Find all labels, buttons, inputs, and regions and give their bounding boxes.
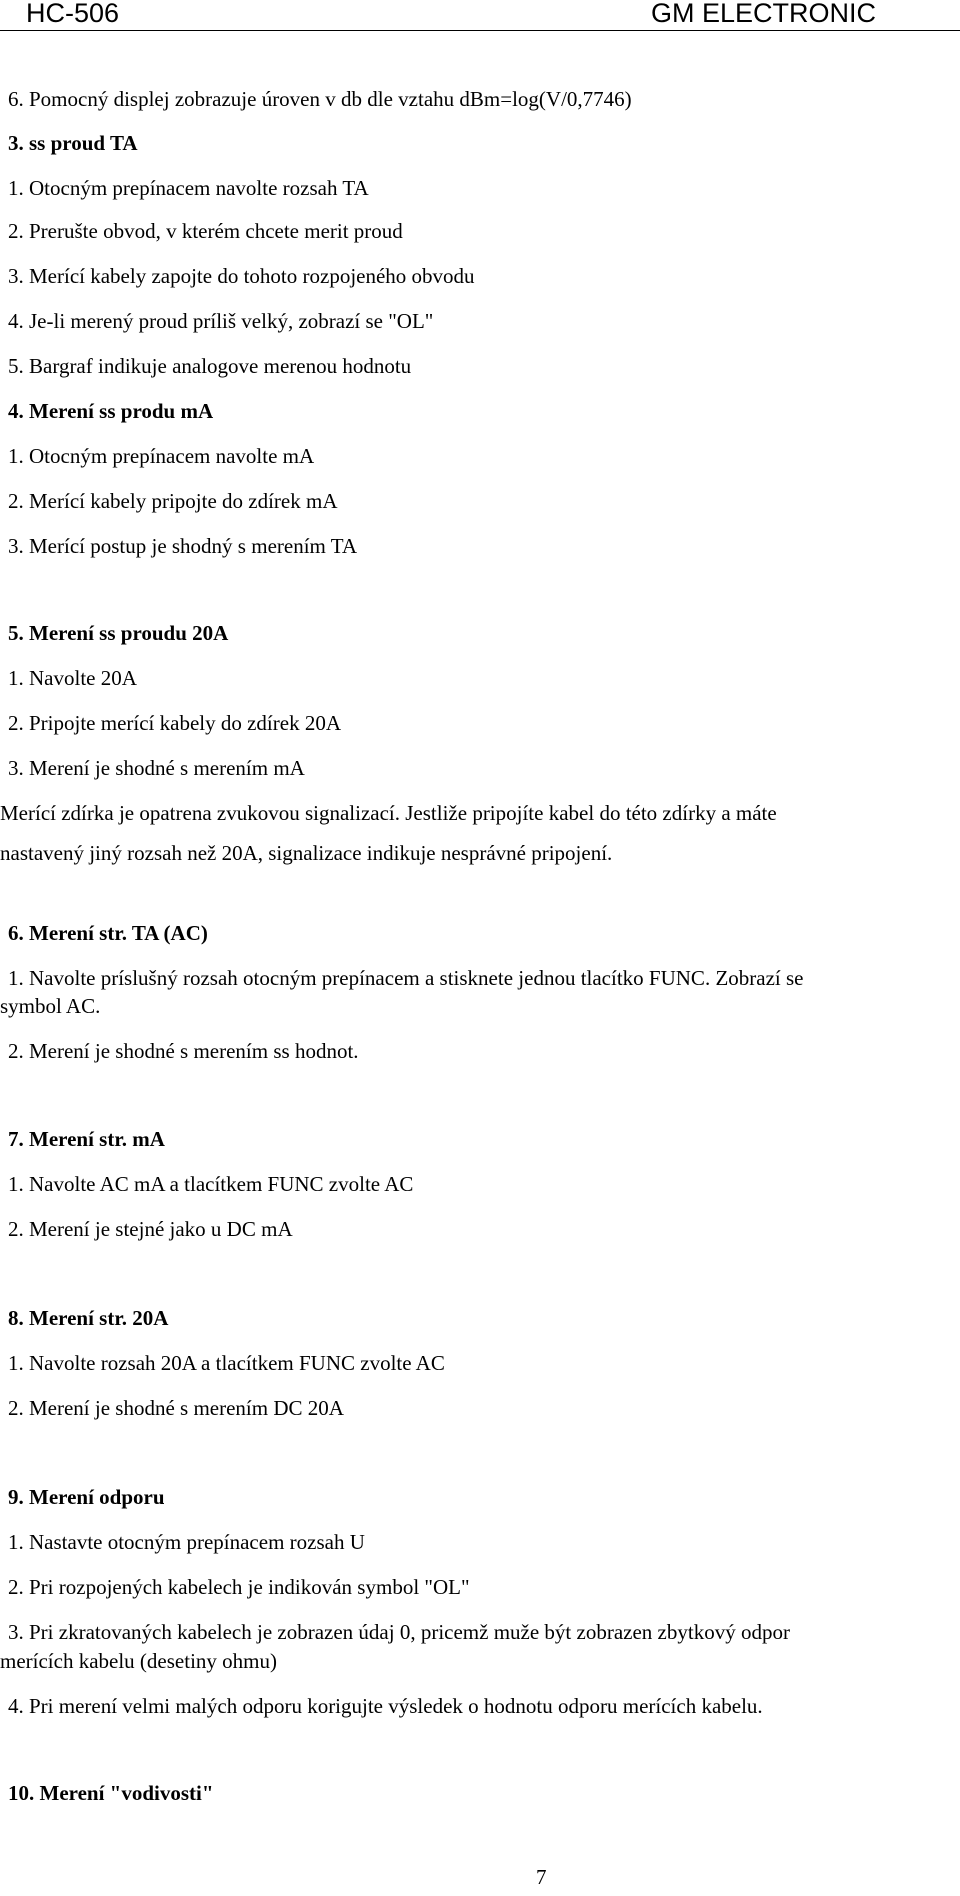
section-heading: 8. Merení str. 20A [8,1306,169,1330]
text-line: 1. Navolte AC mA a tlacítkem FUNC zvolte AC [8,1172,414,1196]
text-line: 3. Merící kabely zapojte do tohoto rozpojeného obvodu [8,264,475,288]
text-line: 4. Pri merení velmi malých odporu korigujte výsledek o hodnotu odporu merících kabelu. [8,1694,763,1718]
header-model: HC-506 [26,0,120,28]
text-line: symbol AC. [0,994,101,1018]
text-line: 1. Nastavte otocným prepínacem rozsah U [8,1530,365,1554]
text-line: 3. Merení je shodné s merením mA [8,756,305,780]
text-line: 1. Navolte 20A [8,666,137,690]
text-line: nastavený jiný rozsah než 20A, signalizace indikuje nesprávné pripojení. [0,841,613,865]
text-line: 1. Otocným prepínacem navolte mA [8,444,315,468]
text-line: 2. Merící kabely pripojte do zdírek mA [8,489,338,513]
section-heading: 9. Merení odporu [8,1485,165,1509]
text-line: 1. Navolte rozsah 20A a tlacítkem FUNC zvolte AC [8,1351,445,1375]
text-line: 2. Pri rozpojených kabelech je indikován symbol "OL" [8,1575,470,1599]
text-line: 2. Merení je shodné s merením ss hodnot. [8,1039,359,1063]
section-heading: 4. Merení ss produ mA [8,399,214,423]
text-line: 2. Merení je stejné jako u DC mA [8,1217,293,1241]
page-header [0,0,960,31]
text-line: 2. Prerušte obvod, v kterém chcete merit proud [8,219,403,243]
text-line: 4. Je-li merený proud príliš velký, zobrazí se "OL" [8,309,434,333]
section-heading: 5. Merení ss proudu 20A [8,621,229,645]
page-number: 7 [536,1865,547,1889]
text-line: 5. Bargraf indikuje analogove merenou hodnotu [8,354,412,378]
text-line: 2. Pripojte merící kabely do zdírek 20A [8,711,341,735]
section-heading: 7. Merení str. mA [8,1127,165,1151]
text-line: 1. Navolte príslušný rozsah otocným prepínacem a stisknete jednou tlacítko FUNC. Zobrazí se [8,966,804,990]
text-line: Merící zdírka je opatrena zvukovou signalizací. Jestliže pripojíte kabel do této zdírky a máte [0,801,777,825]
text-line: 3. Merící postup je shodný s merením TA [8,534,358,558]
text-line: merících kabelu (desetiny ohmu) [0,1649,277,1673]
text-line: 1. Otocným prepínacem navolte rozsah TA [8,176,369,200]
text-line: 3. Pri zkratovaných kabelech je zobrazen údaj 0, pricemž muže být zobrazen zbytkový odpor [8,1620,790,1644]
section-heading: 10. Merení "vodivosti" [8,1781,214,1805]
text-line: 6. Pomocný displej zobrazuje úroven v db dle vztahu dBm=log(V/0,7746) [8,87,632,111]
section-heading: 6. Merení str. TA (AC) [8,921,208,945]
header-company: GM ELECTRONIC [650,0,876,28]
text-line: 2. Merení je shodné s merením DC 20A [8,1396,344,1420]
section-heading: 3. ss proud TA [8,131,138,155]
